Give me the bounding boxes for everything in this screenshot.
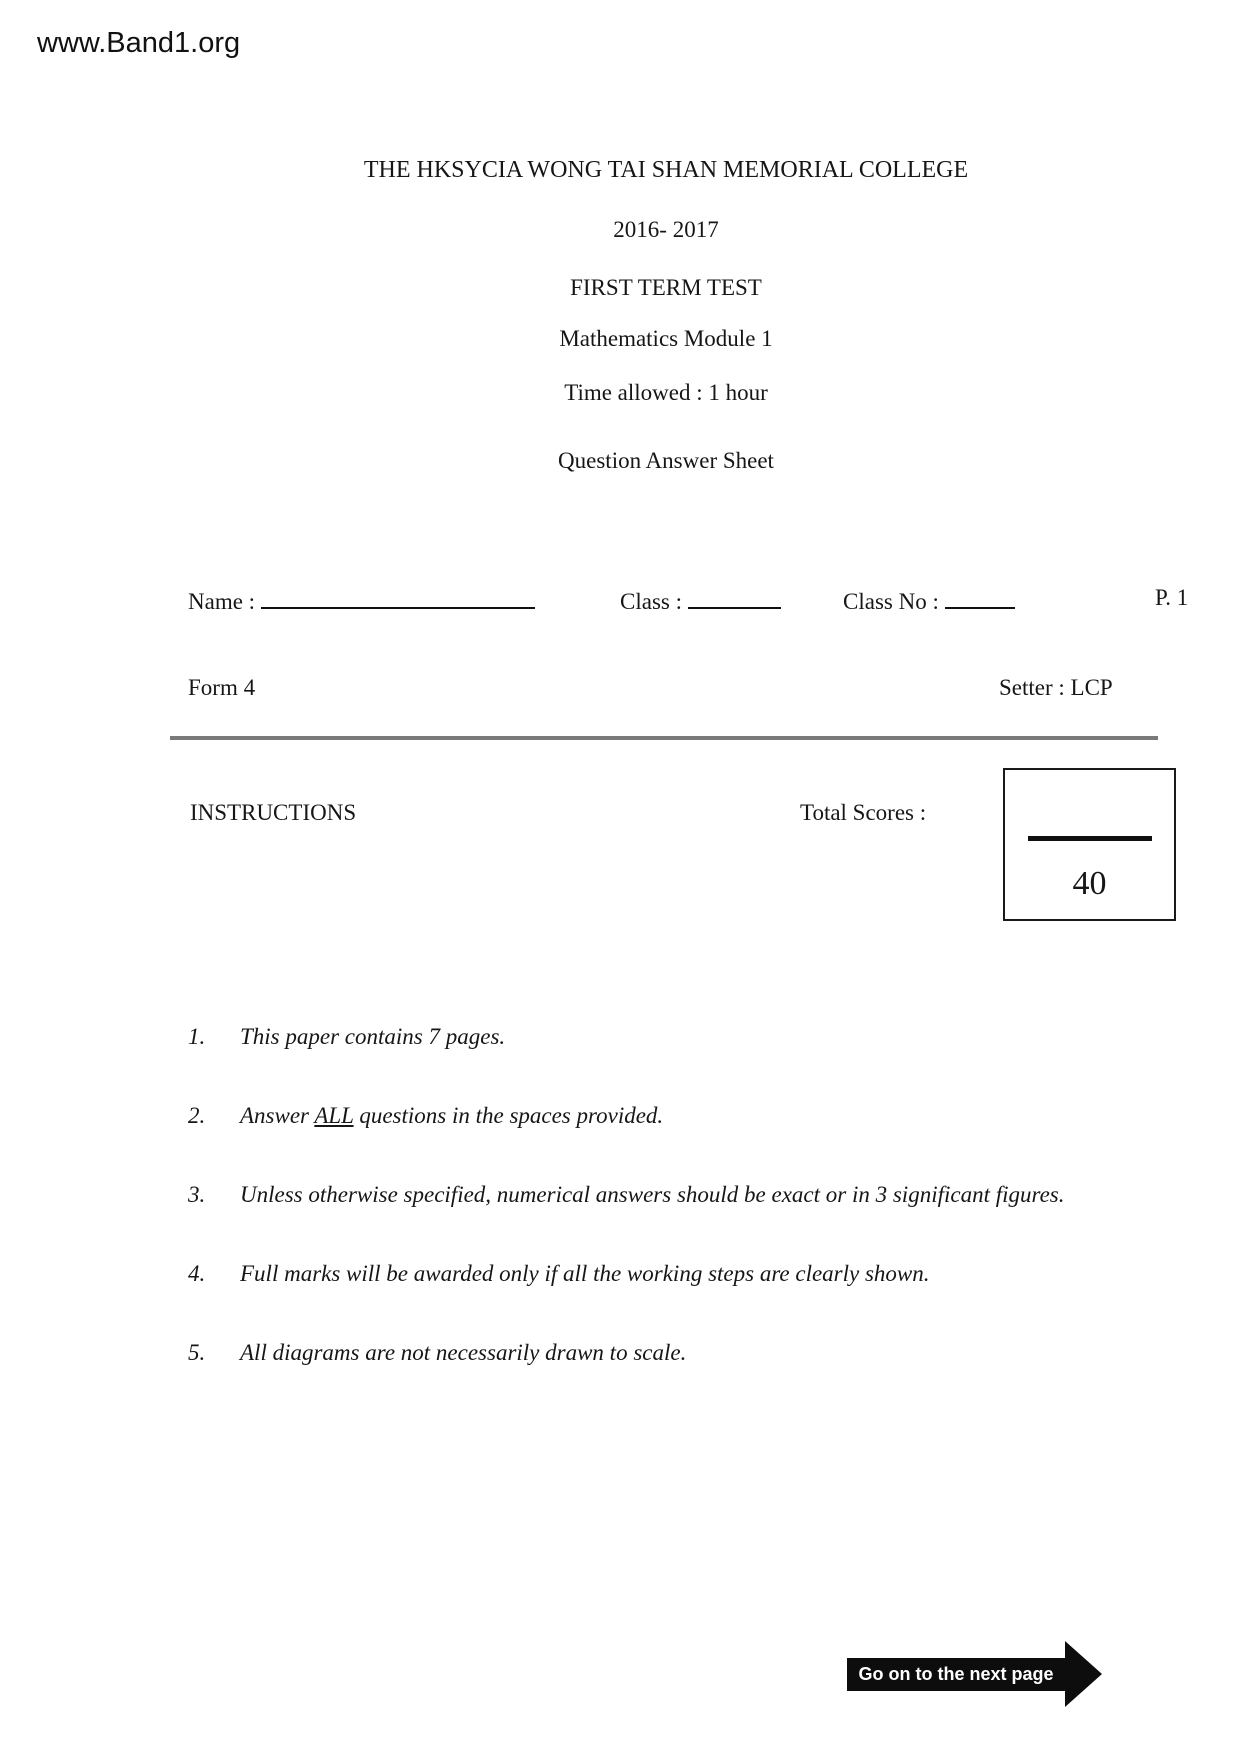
instruction-item — [188, 1260, 205, 1288]
setter-label: Setter : LCP — [999, 675, 1113, 700]
subject-title: Mathematics Module 1 — [559, 326, 773, 351]
class-field — [688, 584, 781, 609]
instruction-text — [240, 1181, 1065, 1209]
class-no-label: Class No : — [843, 589, 939, 614]
total-scores-box — [1003, 768, 1176, 921]
instruction-text — [240, 1102, 663, 1130]
instruction-number: 4. — [188, 1261, 206, 1286]
instruction-number: 3. — [188, 1182, 206, 1207]
school-name: THE HKSYCIA WONG TAI SHAN MEMORIAL COLLEGE — [363, 157, 969, 183]
instruction-item — [188, 1023, 205, 1051]
academic-year: 2016- 2017 — [613, 217, 719, 242]
class-label: Class : — [620, 589, 682, 614]
instruction-text-post: questions in the spaces provided. — [353, 1103, 664, 1128]
total-score-value: 40 — [1072, 865, 1107, 902]
section-divider — [170, 736, 1158, 740]
instruction-text — [240, 1339, 686, 1367]
instruction-item — [188, 1102, 205, 1130]
test-title: FIRST TERM TEST — [570, 275, 762, 300]
class-no-field — [945, 584, 1015, 609]
instruction-number: 1. — [188, 1024, 206, 1049]
instruction-text-pre: Unless otherwise specified, numerical answers should be exact or in 3 significant figures. — [240, 1182, 1065, 1207]
instruction-text-underlined: ALL — [314, 1103, 354, 1128]
watermark-url: www.Band1.org — [37, 27, 241, 59]
next-page-arrow-icon — [1065, 1641, 1102, 1707]
instruction-item — [188, 1339, 205, 1367]
form-label: Form 4 — [188, 675, 256, 700]
instruction-text — [240, 1260, 930, 1288]
instruction-number: 2. — [188, 1103, 206, 1128]
score-fraction-line — [1028, 836, 1152, 841]
time-allowed: Time allowed : 1 hour — [564, 380, 768, 405]
next-page-banner — [847, 1658, 1065, 1691]
instruction-text-pre: Answer — [240, 1103, 315, 1128]
name-field — [261, 584, 535, 609]
instruction-text — [240, 1023, 505, 1051]
page-number: P. 1 — [1155, 585, 1189, 610]
instructions-heading: INSTRUCTIONS — [190, 800, 357, 825]
class-no-group — [843, 584, 1015, 616]
name-label: Name : — [188, 589, 256, 614]
name-group — [188, 584, 535, 616]
total-scores-label: Total Scores : — [800, 800, 927, 825]
next-page-label: Go on to the next page — [858, 1664, 1054, 1684]
instruction-text-pre: This paper contains 7 pages. — [240, 1024, 506, 1049]
sheet-title: Question Answer Sheet — [558, 448, 774, 473]
instruction-text-pre: All diagrams are not necessarily drawn to scale. — [240, 1340, 687, 1365]
instruction-text-pre: Full marks will be awarded only if all the working steps are clearly shown. — [240, 1261, 930, 1286]
instruction-item — [188, 1181, 205, 1209]
instruction-number: 5. — [188, 1340, 206, 1365]
class-group — [620, 584, 781, 616]
